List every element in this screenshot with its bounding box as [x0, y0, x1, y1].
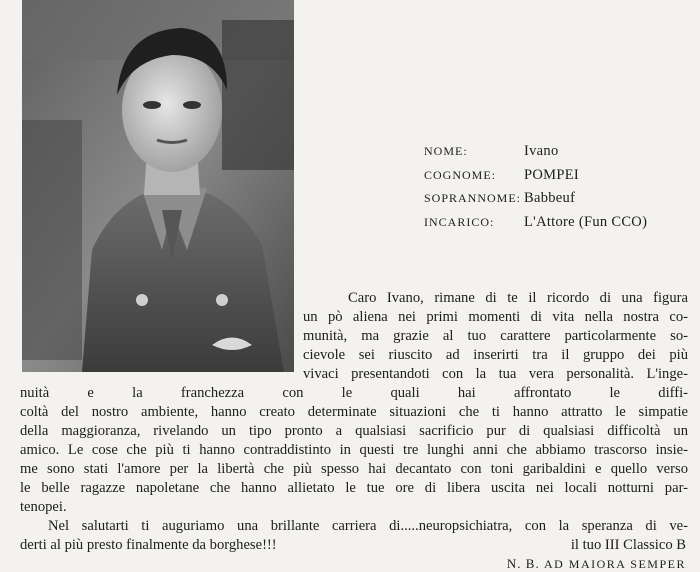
letter-line: munità, ma grazie al tuo carattere particolarmente so-: [303, 328, 688, 344]
letter-line: un pò aliena nei primi momenti di vita nella nostra co-: [303, 309, 688, 325]
field-label: NOME:: [424, 144, 468, 158]
closing-signature: il tuo III Classico B: [570, 537, 686, 553]
field-label: INCARICO:: [424, 214, 495, 229]
nb-label: N. B.: [506, 556, 540, 571]
profile-fields: [424, 140, 647, 234]
field-nome: [424, 140, 647, 164]
letter-line: vivaci presentandoti con la tua vera personalità. L'inge-: [303, 366, 688, 382]
field-value: Babbeuf: [524, 190, 576, 206]
field-value: POMPEI: [524, 166, 579, 183]
letter-line: Nel salutarti ti auguriamo una brillante carriera di.....neuropsichiatra, con la speranza di ve-: [48, 518, 688, 534]
motto: AD MAIORA SEMPER: [543, 557, 686, 571]
field-label: COGNOME:: [424, 167, 497, 182]
field-incarico: [424, 211, 647, 235]
letter-line: derti al più presto finalmente da borghese!!!: [20, 537, 277, 553]
letter-line: me sono stati l'amore per la libertà che più spesso hai decantato con toni garibaldini e quello verso: [20, 461, 688, 477]
nb-motto: [507, 556, 686, 572]
letter-line: cievole sei riuscito ad inserirti tra il gruppo dei più: [303, 347, 688, 363]
letter-line: della maggioranza, rivelando un tipo pronto a qualsiasi sacrificio pur di qualsiasi difficoltà un: [20, 423, 688, 439]
letter-line: amico. Le cose che più ti hanno contraddistinto in questi tre lunghi anni che abbiamo trascorso insie-: [20, 442, 688, 458]
letter-line: coltà del nostro ambiente, hanno creato determinate situazioni che ti hanno attratto le simpatie: [20, 404, 688, 420]
letter-line: nuità e la franchezza con le quali hai affrontato le diffi-: [20, 385, 688, 401]
letter-line: Caro Ivano, rimane di te il ricordo di una figura: [348, 290, 688, 306]
field-label: SOPRANNOME:: [424, 191, 522, 205]
field-value: L'Attore (Fun CCO): [524, 213, 648, 230]
field-cognome: [424, 164, 647, 188]
letter-line: le belle ragazze napoletane che hanno allietato le tue ore di libera uscita nei locali notturni par-: [20, 480, 688, 496]
letter-line: tenopei.: [20, 499, 67, 515]
portrait-photo: [22, 0, 294, 372]
field-value: Ivano: [524, 143, 559, 159]
field-soprannome: [424, 187, 647, 211]
